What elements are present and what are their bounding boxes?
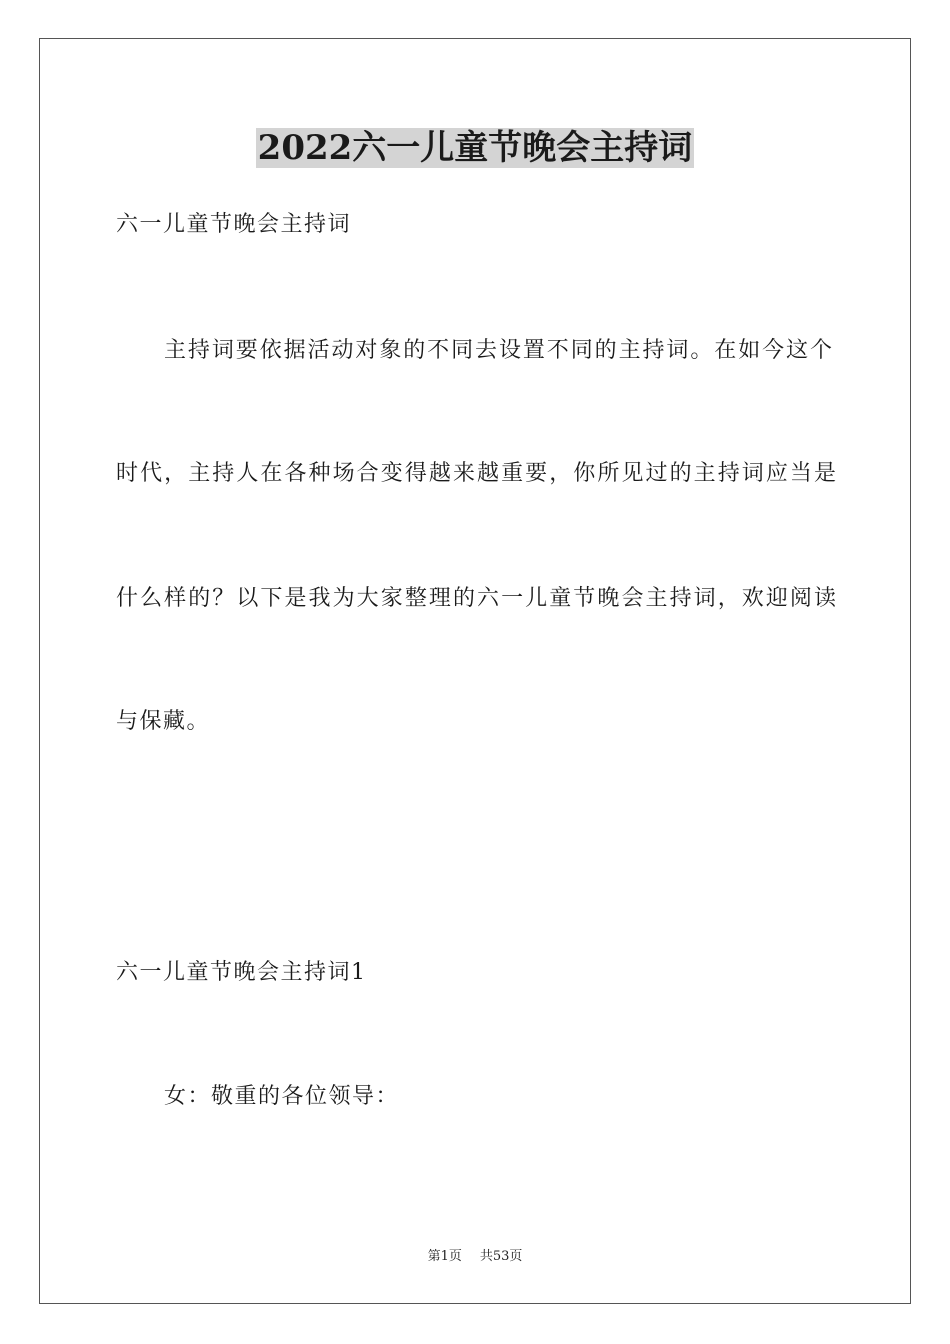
document-title: [0, 126, 950, 170]
section-heading: 六一儿童节晚会主持词1: [116, 960, 367, 985]
page-footer: [0, 1248, 950, 1266]
paragraph-line-1: 主持词要依据活动对象的不同去设置不同的主持词。在如今这个: [164, 338, 832, 363]
paragraph-line-4: 与保藏。: [116, 709, 211, 734]
page-total: 共53页: [479, 1249, 523, 1264]
paragraph-line-2: 时代，主持人在各种场合变得越来越重要，你所见过的主持词应当是: [116, 461, 836, 486]
subtitle-line: 六一儿童节晚会主持词: [116, 212, 352, 237]
speaker-line: 女：敬重的各位领导：: [164, 1084, 400, 1109]
page-number: 第1页: [427, 1249, 462, 1264]
paragraph-line-3: 什么样的？以下是我为大家整理的六一儿童节晚会主持词，欢迎阅读: [116, 586, 836, 611]
document-title-text: 2022六一儿童节晚会主持词: [257, 128, 693, 168]
